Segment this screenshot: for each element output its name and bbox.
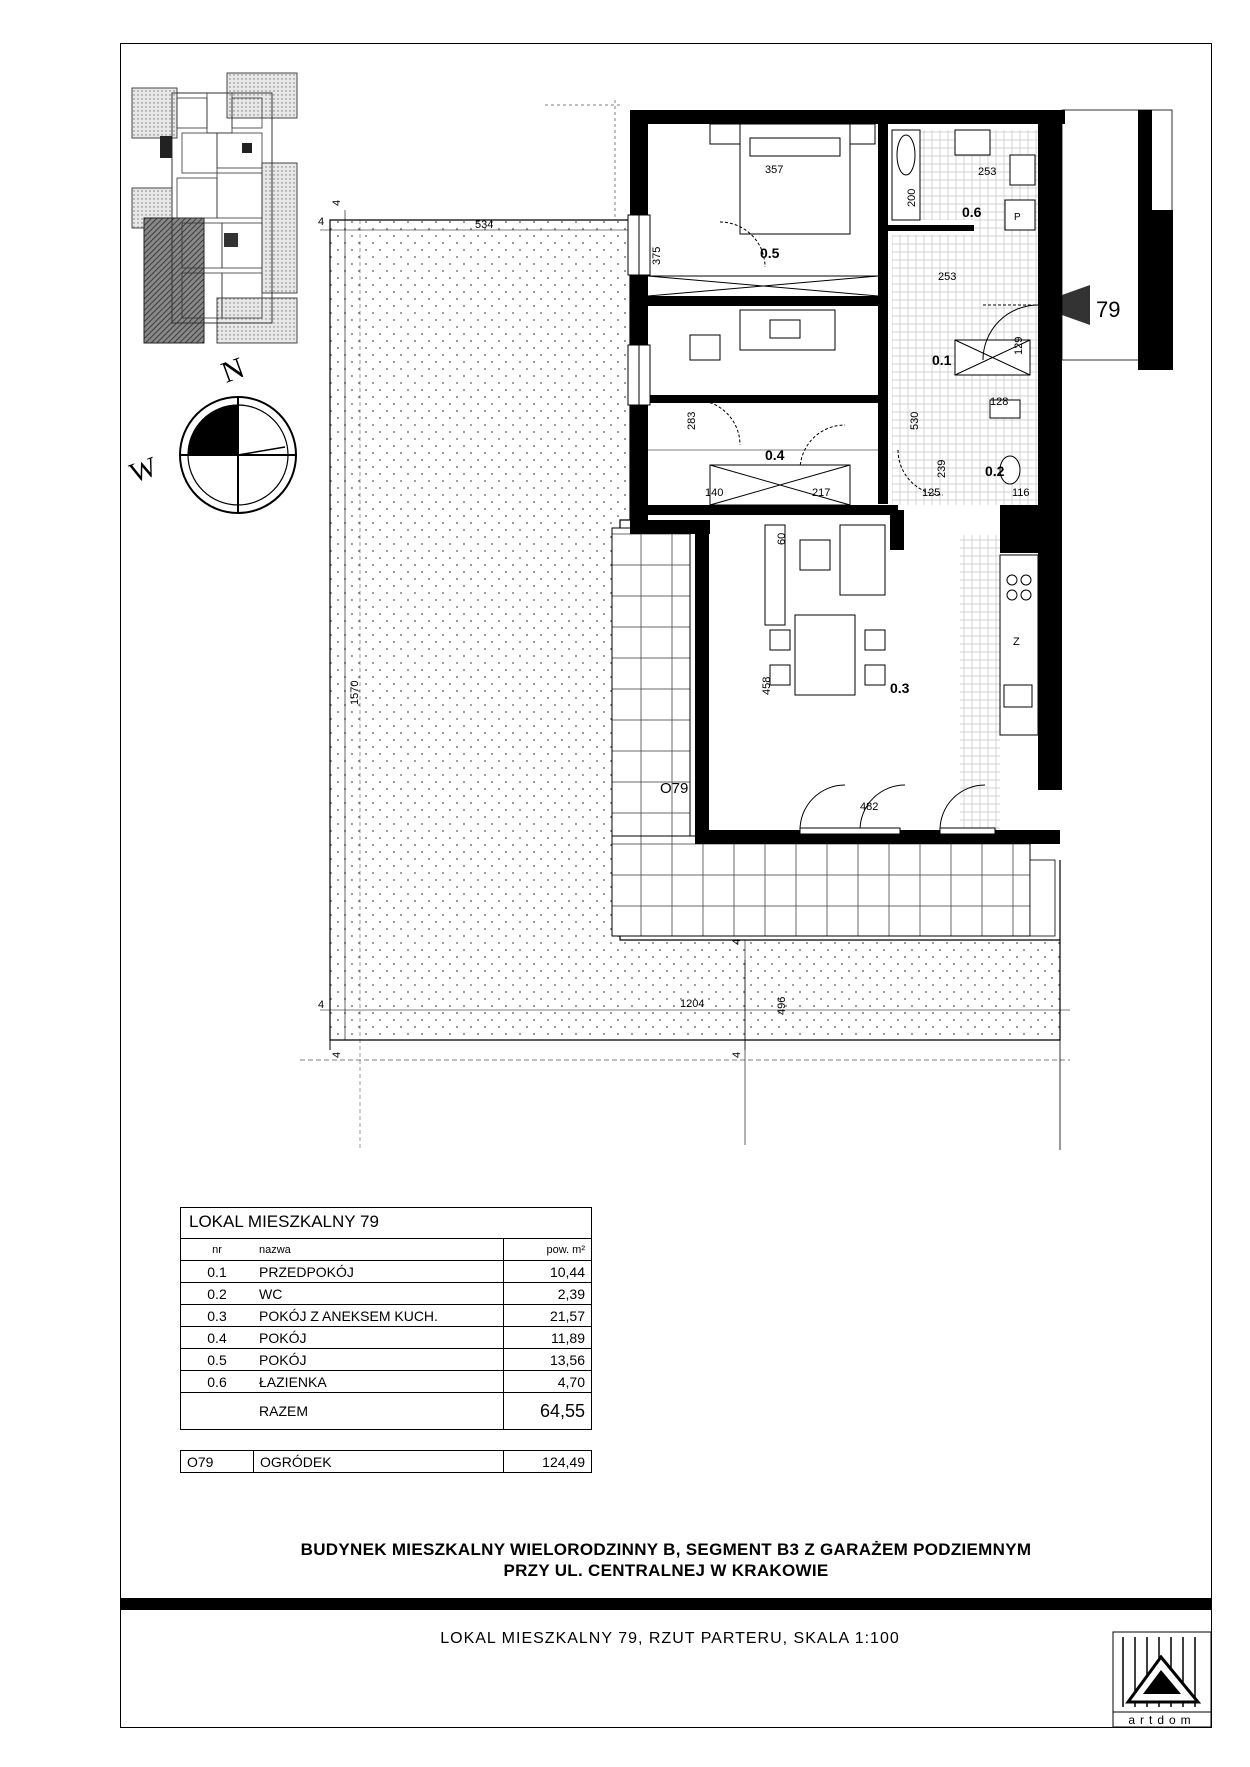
row-nr: 0.2 [181, 1283, 253, 1305]
row-name: WC [253, 1283, 504, 1305]
row-area: 11,89 [504, 1327, 592, 1349]
table-row [181, 1371, 591, 1393]
dim-label: 4 [331, 199, 343, 206]
col-nr-header: nr [181, 1239, 253, 1261]
building-address: PRZY UL. CENTRALNEJ W KRAKOWIE [503, 1561, 829, 1580]
garden-area: 124,49 [504, 1451, 592, 1472]
row-area: 4,70 [504, 1371, 592, 1393]
dim-label: 1204 [680, 998, 705, 1010]
dim-label: 128 [990, 396, 1009, 408]
total-label: RAZEM [253, 1393, 504, 1430]
row-area: 10,44 [504, 1261, 592, 1283]
compass-rose [125, 351, 315, 525]
room-label-0-2: 0.2 [985, 463, 1005, 479]
entrance-number: 79 [1096, 297, 1121, 322]
col-nazwa-header: nazwa [253, 1239, 504, 1261]
dim-label: 129 [1013, 336, 1025, 355]
dim-label: 283 [686, 411, 698, 430]
dim-label: 534 [475, 219, 494, 231]
dim-label: 200 [906, 188, 918, 207]
separator-bar [120, 1598, 1212, 1610]
total-value: 64,55 [504, 1393, 592, 1430]
room-label-0-5: 0.5 [760, 245, 780, 261]
row-name: POKÓJ [253, 1349, 504, 1371]
garden-table [180, 1450, 592, 1473]
area-table [180, 1207, 592, 1430]
dim-label: 530 [909, 411, 921, 430]
dim-label: 60 [776, 532, 788, 545]
dim-label: 4 [731, 938, 743, 945]
artdom-logo [1113, 1632, 1211, 1727]
floor-plan [300, 100, 1200, 1190]
dim-label: 4 [318, 216, 325, 228]
drawing-subtitle: LOKAL MIESZKALNY 79, RZUT PARTERU, SKALA 1:100 [440, 1630, 900, 1647]
dim-label: 375 [651, 246, 663, 265]
garden-name: OGRÓDEK [260, 1453, 332, 1470]
total-row [181, 1393, 591, 1430]
row-nr: 0.6 [181, 1371, 253, 1393]
table-row [181, 1451, 591, 1472]
table-row [181, 1261, 591, 1283]
room-label-0-3: 0.3 [890, 680, 910, 696]
room-label-0-6: 0.6 [962, 204, 982, 220]
dim-label: 458 [761, 676, 773, 695]
dim-label: 496 [776, 996, 788, 1015]
row-name: POKÓJ [253, 1327, 504, 1349]
dim-label: 239 [936, 459, 948, 478]
row-nr: 0.3 [181, 1305, 253, 1327]
row-area: 21,57 [504, 1305, 592, 1327]
dim-label: 116 [1012, 487, 1030, 499]
dim-label: 4 [331, 1051, 343, 1058]
row-nr: 0.4 [181, 1327, 253, 1349]
row-area: 13,56 [504, 1349, 592, 1371]
area-table-title: LOKAL MIESZKALNY 79 [181, 1208, 591, 1239]
compass-west-label: W [125, 451, 162, 490]
row-name: ŁAZIENKA [253, 1371, 504, 1393]
dim-label: 1570 [349, 680, 361, 705]
room-label-0-4: 0.4 [765, 447, 785, 463]
col-pow-header: pow. m² [504, 1239, 592, 1261]
row-nr: 0.5 [181, 1349, 253, 1371]
dim-label: 4 [731, 1051, 743, 1058]
dim-label: 253 [978, 166, 997, 178]
dim-label: 217 [812, 487, 831, 499]
building-title: BUDYNEK MIESZKALNY WIELORODZINNY B, SEGMENT B3 Z GARAŻEM PODZIEMNYM [300, 1540, 1032, 1559]
dim-label: 253 [938, 271, 957, 283]
dim-label: 140 [705, 487, 724, 499]
key-plan-thumbnail [132, 73, 302, 323]
table-row [181, 1349, 591, 1371]
dim-label: 482 [860, 801, 879, 813]
compass-north-label: N [217, 351, 249, 390]
room-label-0-1: 0.1 [932, 352, 952, 368]
table-row [181, 1327, 591, 1349]
row-name: PRZEDPOKÓJ [253, 1261, 504, 1283]
dim-label: 125 [922, 487, 941, 499]
row-name: POKÓJ Z ANEKSEM KUCH. [253, 1305, 504, 1327]
area-table-body [181, 1239, 591, 1429]
table-row [181, 1305, 591, 1327]
garden-label: O79 [660, 780, 689, 797]
table-row [181, 1283, 591, 1305]
row-area: 2,39 [504, 1283, 592, 1305]
dim-label: 357 [765, 164, 784, 176]
garden-nr: O79 [181, 1451, 254, 1472]
boiler-letter: P [1014, 212, 1021, 223]
dim-label: 4 [318, 999, 325, 1011]
fridge-letter: Z [1013, 636, 1020, 648]
row-nr: 0.1 [181, 1261, 253, 1283]
logo-text: artdom [1128, 1713, 1196, 1727]
